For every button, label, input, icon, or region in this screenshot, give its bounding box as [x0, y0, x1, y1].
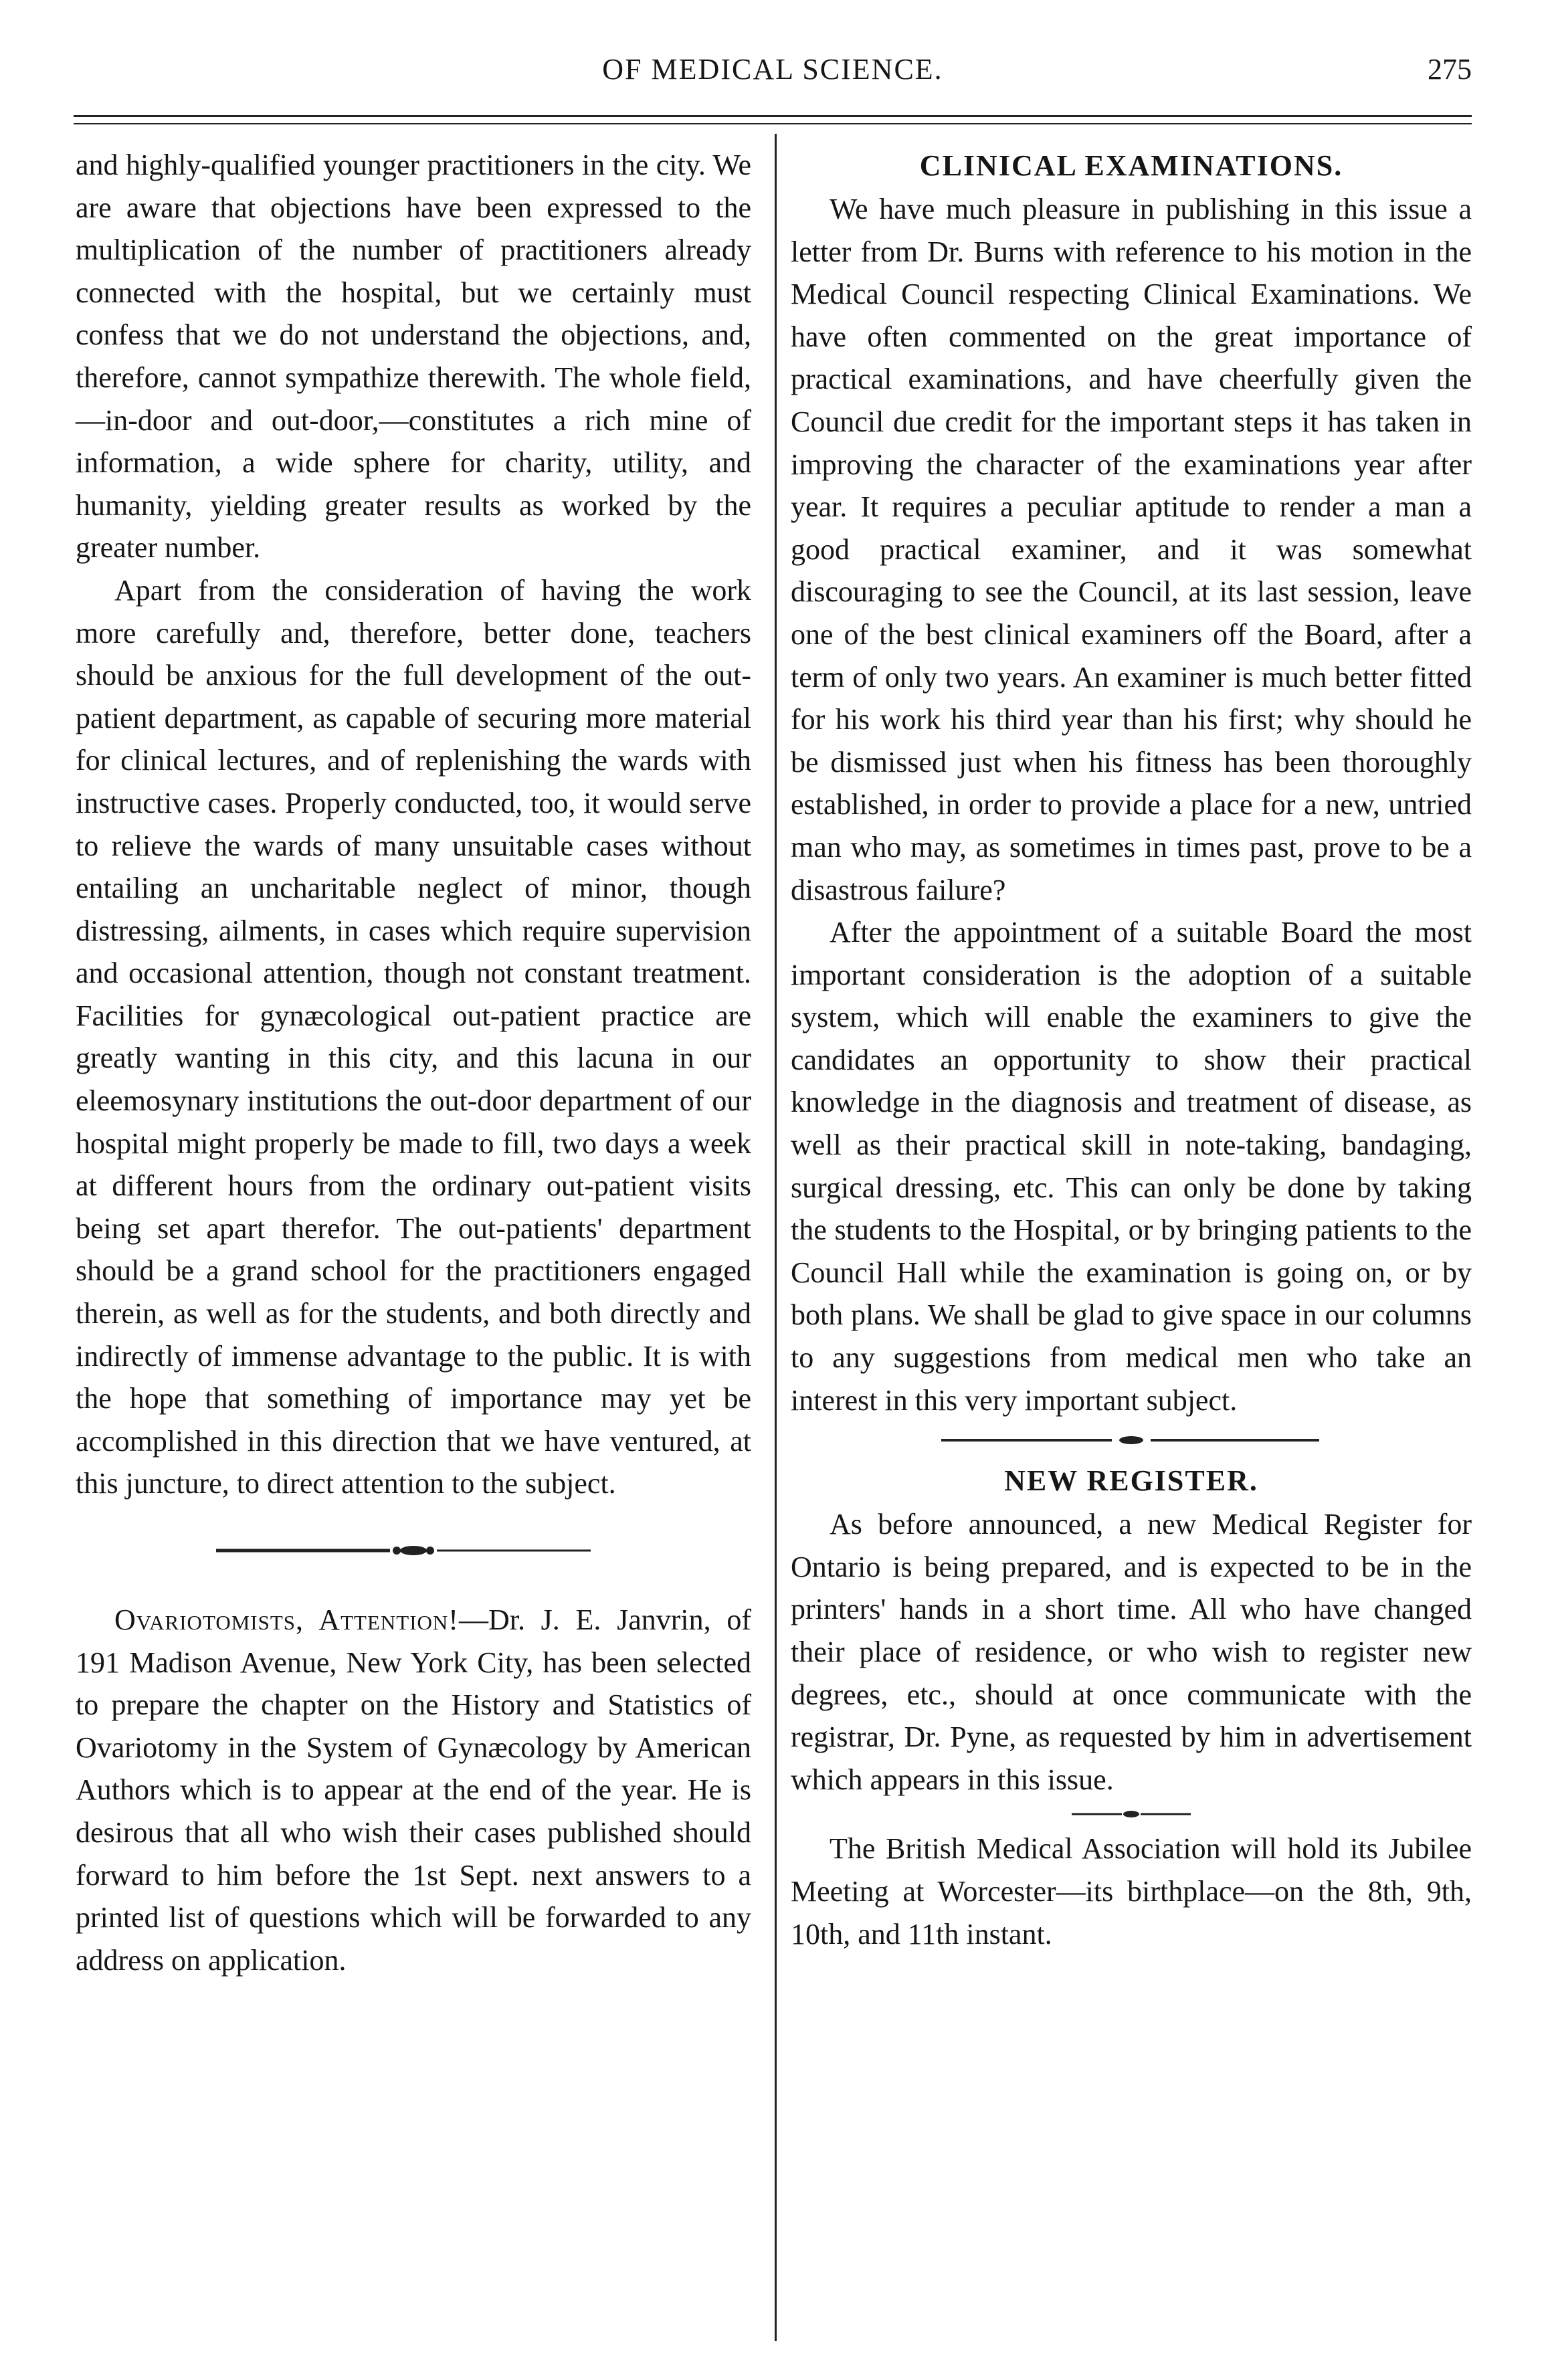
- header-rule-lower: [74, 123, 1472, 124]
- register-paragraph: As before announced, a new Medical Register for Ontario is being prepared, and is expected to be in the printers' hands in a short time. All who have changed their place of residence, or who wish to register new degrees, etc., should at once communicate with the registrar, Dr. Pyne, as requested by him in advertisement which appears in this issue.: [791, 1508, 1472, 1796]
- journal-title: OF MEDICAL SCIENCE.: [602, 53, 943, 86]
- editorial-paragraph-2: Apart from the consideration of having the work more carefully and, therefore, better done, teachers should be anxious for the full development of the out-patient department, as capable of securing more material for clinical lectures, and of replenishing the wards with instructive cases. Properly conducted, too, it would serve to relieve the wards of many unsuitable cases without entailing an uncharitable neglect of minor, though distressing, ailments, in cases which require supervision and occasional attention, though not constant treatment. Facilities for gynæcological out-patient practice are greatly wanting in this city, and this lacuna in our eleemosynary institutions the out-door department of our hospital might properly be made to fill, two days a week at different hours from the ordinary out-patient visits being set apart therefor. The out-patients' department should be a grand school for the practitioners engaged therein, as well as for the students, and both directly and indirectly of immense advantage to the public. It is with the hope that something of importance may yet be accomplished in this direction that we have ventured, at this juncture, to direct attention to the subject.: [76, 573, 751, 1500]
- ornament-divider-left: [76, 1505, 751, 1599]
- clinical-paragraph-2: After the appointment of a suitable Board the most important consideration is the adoption of a suitable system, which will enable the examiners to give the candidates an opportunity to show their practical knowledge in the diagnosis and treatment of disease, as well as their practical skill in note-taking, bandaging, surgical dressing, etc. This can only be done by taking the students to the Hospital, or by bringing patients to the Council Hall while the examination is going on, or by both plans. We shall be glad to give space in our columns to any suggestions from medical men who take an interest in this very important subject.: [791, 916, 1472, 1417]
- column-divider: [775, 134, 777, 2341]
- notice-body: —Dr. J. E. Janvrin, of 191 Madison Avenue, New York City, has been selected to prepare the chapter on the History and Statistics of Ovariotomy in the System of Gynæcology by American Authors which is to appear at the end of the year. He is desirous that all who wish their cases published should forward to him before the 1st Sept. next answers to a printed list of questions which will be forwarded to any address on application.: [76, 1603, 751, 1977]
- editorial-paragraph-1: and highly-qualified younger practitioners in the city. We are aware that objections have been expressed to the multiplication of the number of practitioners already connected with the hospital, but we certainly must confess that we do not understand the objections, and, therefore, cannot sympathize therewith. The whole field,—in-door and out-door,—constitutes a rich mine of information, a wide sphere for charity, utility, and humanity, yielding greater results as worked by the greater number.: [76, 148, 751, 565]
- right-column: [791, 144, 1472, 1955]
- ornament-rule-icon: [791, 1421, 1472, 1459]
- ornament-divider-right-1: [791, 1421, 1472, 1459]
- ornament-rule-icon: [791, 1801, 1472, 1827]
- bma-paragraph: The British Medical Association will hold its Jubilee Meeting at Worcester—its birthplace—on the 8th, 9th, 10th, and 11th instant.: [791, 1832, 1472, 1951]
- clinical-paragraph-1: We have much pleasure in publishing in this issue a letter from Dr. Burns with reference to his motion in the Medical Council respecting Clinical Examinations. We have often commented on the great importance of practical examinations, and have cheerfully given the Council due credit for the important steps it has taken in improving the character of the examinations year after year. It requires a peculiar aptitude to render a man a good practical examiner, and it was somewhat discouraging to see the Council, at its last session, leave one of the best clinical examiners off the Board, after a term of only two years. An examiner is much better fitted for his work his third year than his first; why should he be dismissed just when his fitness has been thoroughly established, in order to provide a place for a new, untried man who may, as sometimes in times past, prove to be a disastrous failure?: [791, 193, 1472, 906]
- new-register-heading: NEW REGISTER.: [1004, 1464, 1258, 1498]
- header-rule-upper: [74, 115, 1472, 117]
- clinical-examinations-heading: CLINICAL EXAMINATIONS.: [919, 149, 1343, 182]
- ornament-divider-right-2: [791, 1801, 1472, 1827]
- ovariotomists-notice: [76, 1599, 751, 1981]
- notice-heading: Ovariotomists, Attention!: [114, 1603, 459, 1636]
- left-column: [76, 144, 751, 1981]
- page-number: 275: [1428, 53, 1472, 86]
- ornament-rule-icon: [76, 1505, 751, 1599]
- running-head: [74, 48, 1472, 102]
